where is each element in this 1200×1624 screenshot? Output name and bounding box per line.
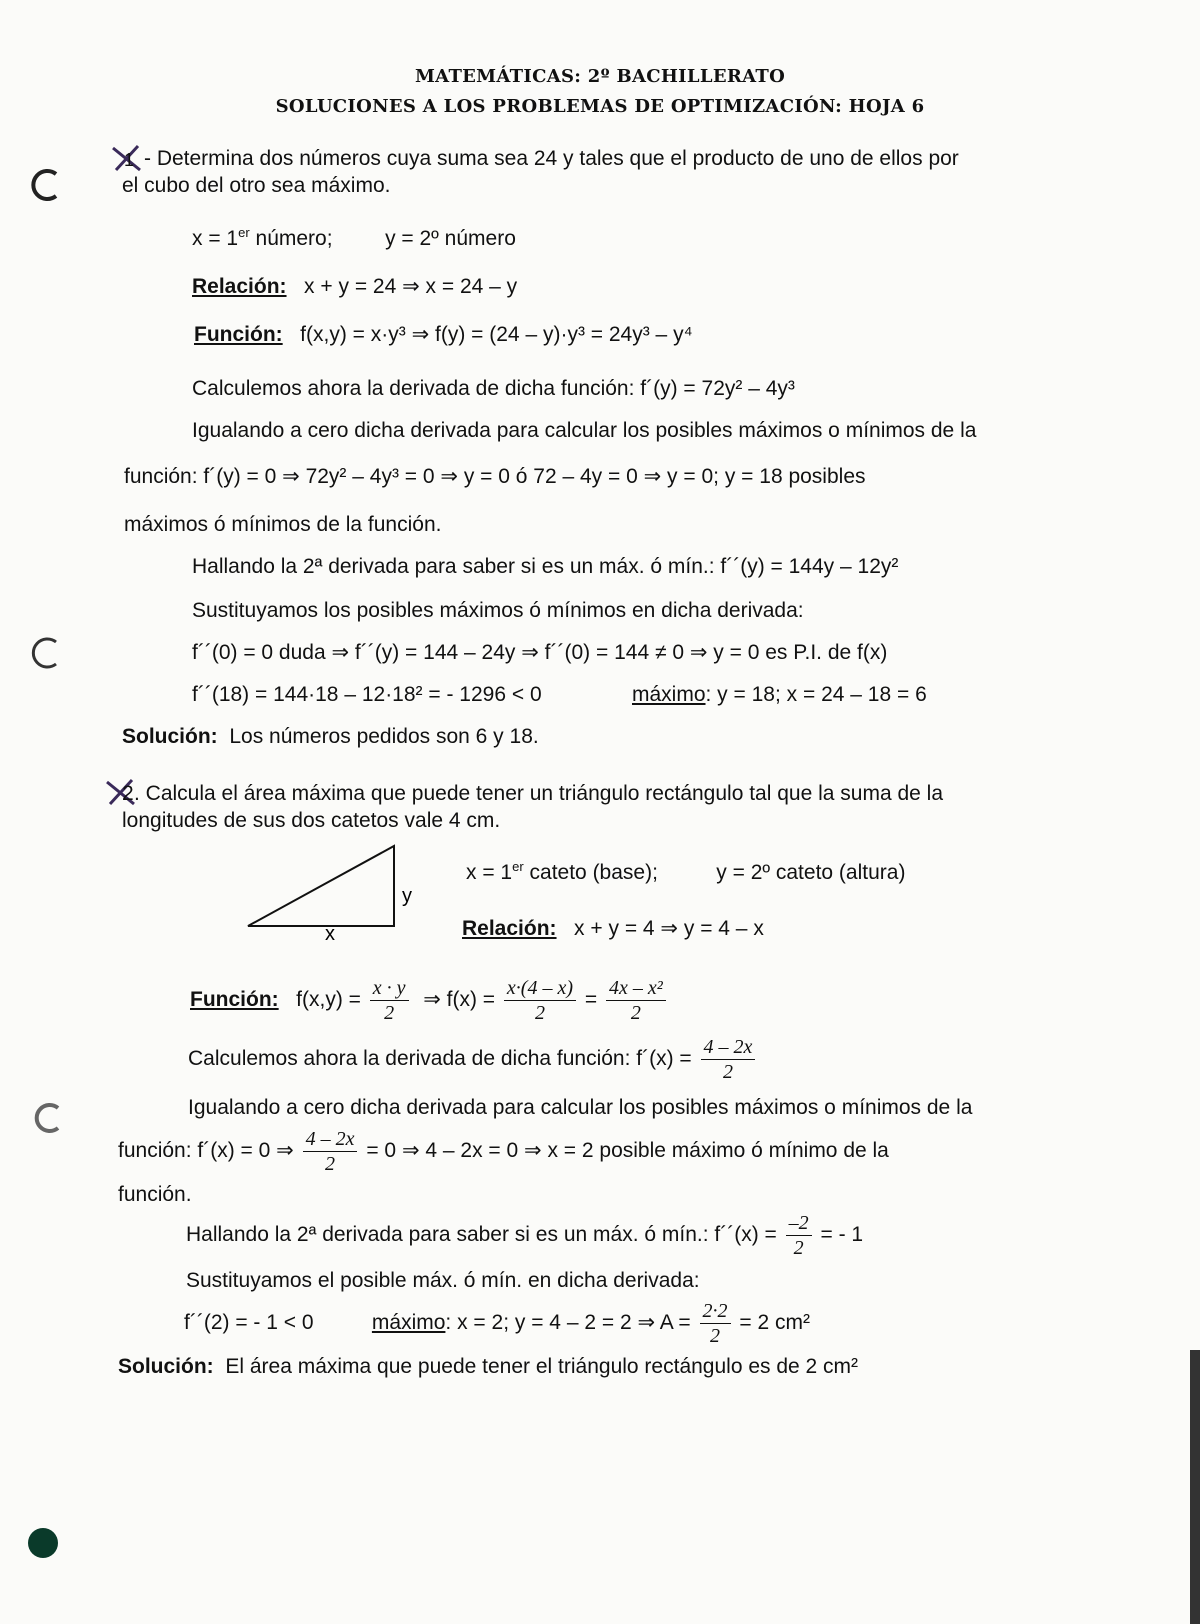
frac-den: 2 [534, 1001, 545, 1024]
triangle-label-y: y [402, 885, 412, 907]
ink-dot-mark [28, 1528, 58, 1558]
frac-num: x·(4 – x) [504, 976, 576, 1001]
area-result: = 2 cm² [739, 1311, 810, 1334]
funcion-label-2: Función: [190, 988, 279, 1011]
problem-2-number: 2 [122, 782, 134, 805]
p1-eval-18: f´´(18) = 144·18 – 12·18² = - 1296 < 0 [192, 683, 542, 706]
fraction-igualando [303, 1127, 358, 1176]
p1-igualando: Igualando a cero dicha derivada para calcular los posibles máximos o mínimos de la [192, 419, 977, 442]
maximo-label-2: máximo [371, 1311, 446, 1334]
problem-1-statement: - Determina dos números cuya suma sea 24 y tales que el producto de uno de ellos por [144, 147, 959, 170]
relacion-label: Relación: [192, 275, 287, 298]
p1-funcion [194, 322, 693, 348]
triangle-diagram [240, 840, 420, 940]
maximo-values: : y = 18; x = 24 – 18 = 6 [705, 683, 927, 706]
frac-num: x · y [370, 976, 409, 1001]
maximo-label: máximo [632, 683, 706, 706]
punch-hole-top [28, 168, 62, 202]
p1-eval-0: f´´(0) = 0 duda ⇒ f´´(y) = 144 – 24y ⇒ f´´(0) = 144 ≠ 0 ⇒ y = 0 es P.I. de f(x) [192, 641, 888, 664]
frac-den: 2 [325, 1152, 336, 1175]
p1-igualando-end: máximos ó mínimos de la función. [124, 513, 442, 536]
scan-edge-shadow [1190, 1350, 1200, 1624]
p1-relacion [192, 274, 517, 300]
triangle-label-x: x [325, 923, 335, 940]
deriv1-text: Calculemos ahora la derivada de dicha función: f´(x) = [188, 1047, 692, 1070]
p2-igualando-cont [118, 1126, 889, 1176]
p2-funcion [190, 975, 669, 1025]
frac-den: 2 [630, 1001, 641, 1024]
p1-igualando-cont: función: f´(y) = 0 ⇒ 72y² – 4y³ = 0 ⇒ y = 0 ó 72 – 4y = 0 ⇒ y = 0; y = 18 posibles [124, 465, 866, 488]
problem-2-statement-cont: longitudes de sus dos catetos vale 4 cm. [122, 809, 501, 832]
frac-num: 4 – 2x [303, 1127, 358, 1152]
frac-num: –2 [786, 1211, 812, 1236]
funcion-mid: ⇒ f(x) = [423, 988, 496, 1011]
punch-hole-middle [28, 636, 62, 670]
funcion-lhs: f(x,y) = [296, 988, 361, 1011]
p1-sustituyamos: Sustituyamos los posibles máximos ó mínimos en dicha derivada: [192, 599, 804, 622]
svg-text:1: 1 [124, 150, 135, 170]
relacion-eq-2: x + y = 4 ⇒ y = 4 – x [574, 917, 764, 940]
p2-solucion [118, 1354, 858, 1380]
fraction-4x-x2 [606, 976, 666, 1025]
igualando-rhs: = 0 ⇒ 4 – 2x = 0 ⇒ x = 2 posible máximo ó mínimo de la [366, 1139, 889, 1162]
p2-derivada-1 [188, 1034, 758, 1084]
punch-hole-lower [30, 1100, 64, 1134]
frac-den: 2 [722, 1060, 733, 1083]
p1-solucion [122, 724, 539, 750]
problem-2-statement: . Calcula el área máxima que puede tener un triángulo rectángulo tal que la suma de la [134, 782, 944, 805]
frac-den: 2 [710, 1324, 721, 1347]
deriv2-result: = - 1 [820, 1223, 864, 1246]
fraction-deriv1 [701, 1035, 756, 1084]
fraction-area [700, 1299, 731, 1348]
p1-maximo [632, 682, 927, 708]
p1-derivada-2: Hallando la 2ª derivada para saber si es un máx. ó mín.: f´´(y) = 144y – 12y² [192, 555, 899, 578]
p2-derivada-2 [186, 1210, 863, 1260]
fraction-deriv2 [786, 1211, 812, 1260]
p2-sustituyamos: Sustituyamos el posible máx. ó mín. en dicha derivada: [186, 1269, 700, 1292]
relacion-label-2: Relación: [462, 917, 557, 940]
p2-variables: x = 1er cateto (base); y = 2º cateto (altura) [466, 859, 906, 884]
frac-num: 2·2 [700, 1299, 731, 1324]
eval-text: f´´(2) = - 1 < 0 [184, 1311, 314, 1334]
p1-variables: x = 1er número; y = 2º número [192, 225, 516, 250]
p2-igualando: Igualando a cero dicha derivada para calcular los posibles máximos o mínimos de la [188, 1096, 973, 1119]
fraction-x4x [504, 976, 576, 1025]
cross-mark-icon [110, 144, 144, 174]
frac-num: 4 – 2x [701, 1035, 756, 1060]
solucion-label: Solución: [122, 725, 218, 748]
fraction-xy [370, 976, 409, 1025]
p2-igualando-end: función. [118, 1183, 192, 1206]
frac-den: 2 [384, 1001, 395, 1024]
p2-eval [184, 1298, 810, 1348]
funcion-eq: f(x,y) = x·y³ ⇒ f(y) = (24 – y)·y³ = 24y³ – y⁴ [300, 323, 693, 346]
header-line-1: MATEMÁTICAS: 2º BACHILLERATO [414, 66, 786, 87]
problem-1-statement-cont: el cubo del otro sea máximo. [122, 174, 391, 197]
igualando-lhs: función: f´(x) = 0 ⇒ [118, 1139, 294, 1162]
solucion-text: Los números pedidos son 6 y 18. [229, 725, 539, 748]
relacion-eq: x + y = 24 ⇒ x = 24 – y [304, 275, 518, 298]
frac-den: 2 [793, 1236, 804, 1259]
deriv2-text: Hallando la 2ª derivada para saber si es un máx. ó mín.: f´´(x) = [186, 1223, 777, 1246]
funcion-eq-sign: = [584, 988, 598, 1011]
solucion-label-2: Solución: [118, 1355, 214, 1378]
p1-derivada-1: Calculemos ahora la derivada de dicha función: f´(y) = 72y² – 4y³ [192, 377, 795, 400]
funcion-label: Función: [194, 323, 283, 346]
frac-num: 4x – x² [606, 976, 666, 1001]
solucion-text-2: El área máxima que puede tener el triángulo rectángulo es de 2 cm² [225, 1355, 859, 1378]
p2-relacion [462, 916, 764, 942]
maximo-values-2: : x = 2; y = 4 – 2 = 2 ⇒ A = [445, 1311, 691, 1334]
header-line-2: SOLUCIONES A LOS PROBLEMAS DE OPTIMIZACIÓN: HOJA 6 [275, 96, 925, 117]
